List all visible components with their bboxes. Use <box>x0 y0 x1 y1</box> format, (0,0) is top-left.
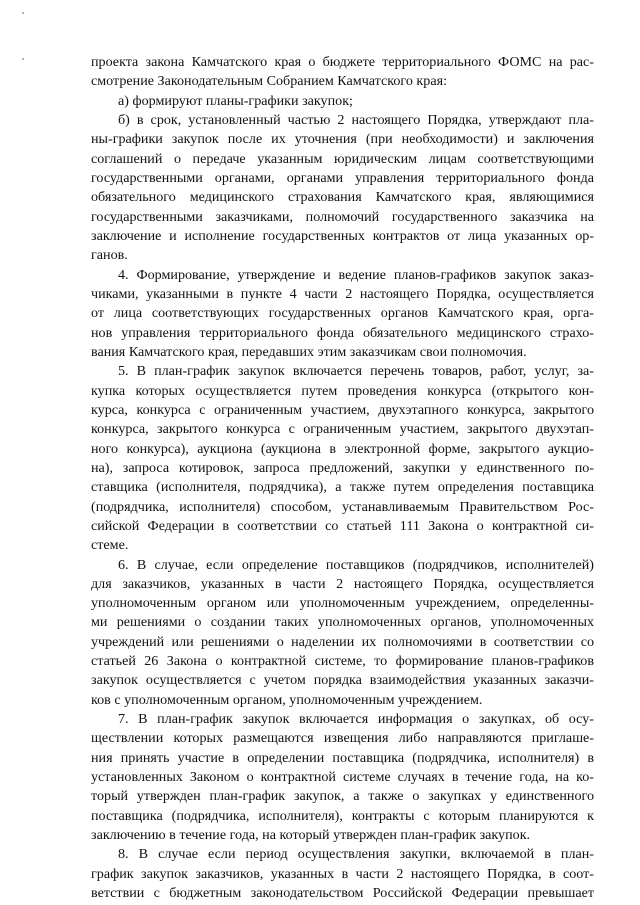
text-line: торый утвержден план-график закупок, а также о закупках у единственного <box>91 788 594 805</box>
scan-speck <box>22 12 24 14</box>
text-line: график закупок заказчиков, указанных в части 2 настоящего Порядка, в соот- <box>91 865 594 882</box>
text-line: ного конкурса), аукциона (аукциона в электронной форме, закрытого аукцио- <box>91 440 594 457</box>
text-line: ставщика (исполнителя, подрядчика), а также путем определения поставщика <box>91 479 594 496</box>
text-line: ков с уполномоченным органом, уполномоченным учреждением. <box>91 691 483 708</box>
text-line: установленных Законом о контрактной системе случаях в течение года, на ко- <box>91 769 594 785</box>
text-line: вания Камчатского края, передавших этим заказчикам свои полномочия. <box>91 343 527 360</box>
text-line: а) формируют планы-графики закупок; <box>118 92 353 109</box>
text-line: уполномоченным органом или уполномоченным учреждением, определенны- <box>91 595 594 612</box>
text-line: государственными заказчиками, полномочий государственного заказчика на <box>91 208 594 225</box>
text-line: учреждений или решениями о наделении их полномочиями в соответствии со <box>91 633 594 650</box>
text-line: ветствии с бюджетным законодательством Российской Федерации превышает <box>91 885 594 901</box>
text-line: 6. В случае, если определение поставщиков (подрядчиков, исполнителей) <box>118 556 594 573</box>
text-line: поставщика (подрядчика, исполнителя), контракты с которым планируются к <box>91 807 594 824</box>
text-line: смотрение Законодательным Собранием Камчатского края: <box>91 73 447 90</box>
text-line: соглашений о передаче указанным юридическим лицам соответствующими <box>91 150 594 167</box>
text-line: обязательного медицинского страхования Камчатского края, являющимися <box>91 189 594 206</box>
text-line: стеме. <box>91 537 129 554</box>
text-line: ганов. <box>91 247 128 264</box>
text-line: закупок осуществляется с учетом порядка взаимодействия указанных заказчи- <box>91 672 594 689</box>
text-line: 7. В план-график закупок включается информация о закупках, об осу- <box>118 711 594 728</box>
text-line: заключению в течение года, на который утвержден план-график закупок. <box>91 827 531 843</box>
text-line: курса, конкурса с ограниченным участием, двухэтапного конкурса, закрытого <box>91 401 594 418</box>
text-line: 5. В план-график закупок включается перечень товаров, работ, услуг, за- <box>118 363 594 380</box>
text-line: проекта закона Камчатского края о бюджете территориального ФОМС на рас- <box>91 54 594 70</box>
text-line: чиками, указанными в пункте 4 части 2 настоящего Порядка, осуществляется <box>91 285 594 302</box>
text-line: на), запроса котировок, запроса предложений, закупки у единственного по- <box>91 459 594 476</box>
text-line: для заказчиков, указанных в части 2 настоящего Порядка, осуществляется <box>91 575 594 592</box>
text-line: от лица соответствующих государственных органов Камчатского края, орга- <box>91 305 594 322</box>
text-line: ми решениями о создании таких уполномоченных органов, уполномоченных <box>91 614 594 631</box>
text-line: нов управления территориального фонда обязательного медицинского страхо- <box>91 324 594 341</box>
text-line: 4. Формирование, утверждение и ведение планов-графиков закупок заказ- <box>118 266 594 283</box>
text-line: государственными органами, органами управления территориального фонда <box>91 170 594 186</box>
text-line: б) в срок, установленный частью 2 настоящего Порядка, утверждают пла- <box>118 112 594 128</box>
text-line: (подрядчика, исполнителя) способом, устанавливаемым Правительством Рос- <box>91 498 594 515</box>
text-line: заключение и исполнение государственных контрактов от лица указанных ор- <box>91 227 594 244</box>
text-line: статьей 26 Закона о контрактной системе, то формирование планов-графиков <box>91 653 594 670</box>
scan-speck <box>22 58 24 60</box>
text-line: сийской Федерации в соответствии со статьей 111 Закона о контрактной си- <box>91 517 594 534</box>
text-line: ны-графики закупок после их уточнения (при необходимости) и заключения <box>91 131 594 148</box>
text-line: ществлении которых размещаются извещения либо направляются приглаше- <box>91 730 594 747</box>
text-line: ния принять участие в определении поставщика (подрядчика, исполнителя) в <box>91 749 594 766</box>
text-line: 8. В случае если период осуществления закупки, включаемой в план- <box>118 846 594 863</box>
text-line: купка которых осуществляется путем проведения конкурса (открытого кон- <box>91 382 594 399</box>
text-line: конкурса, закрытого конкурса с ограниченным участием, закрытого двухэтап- <box>91 421 594 438</box>
